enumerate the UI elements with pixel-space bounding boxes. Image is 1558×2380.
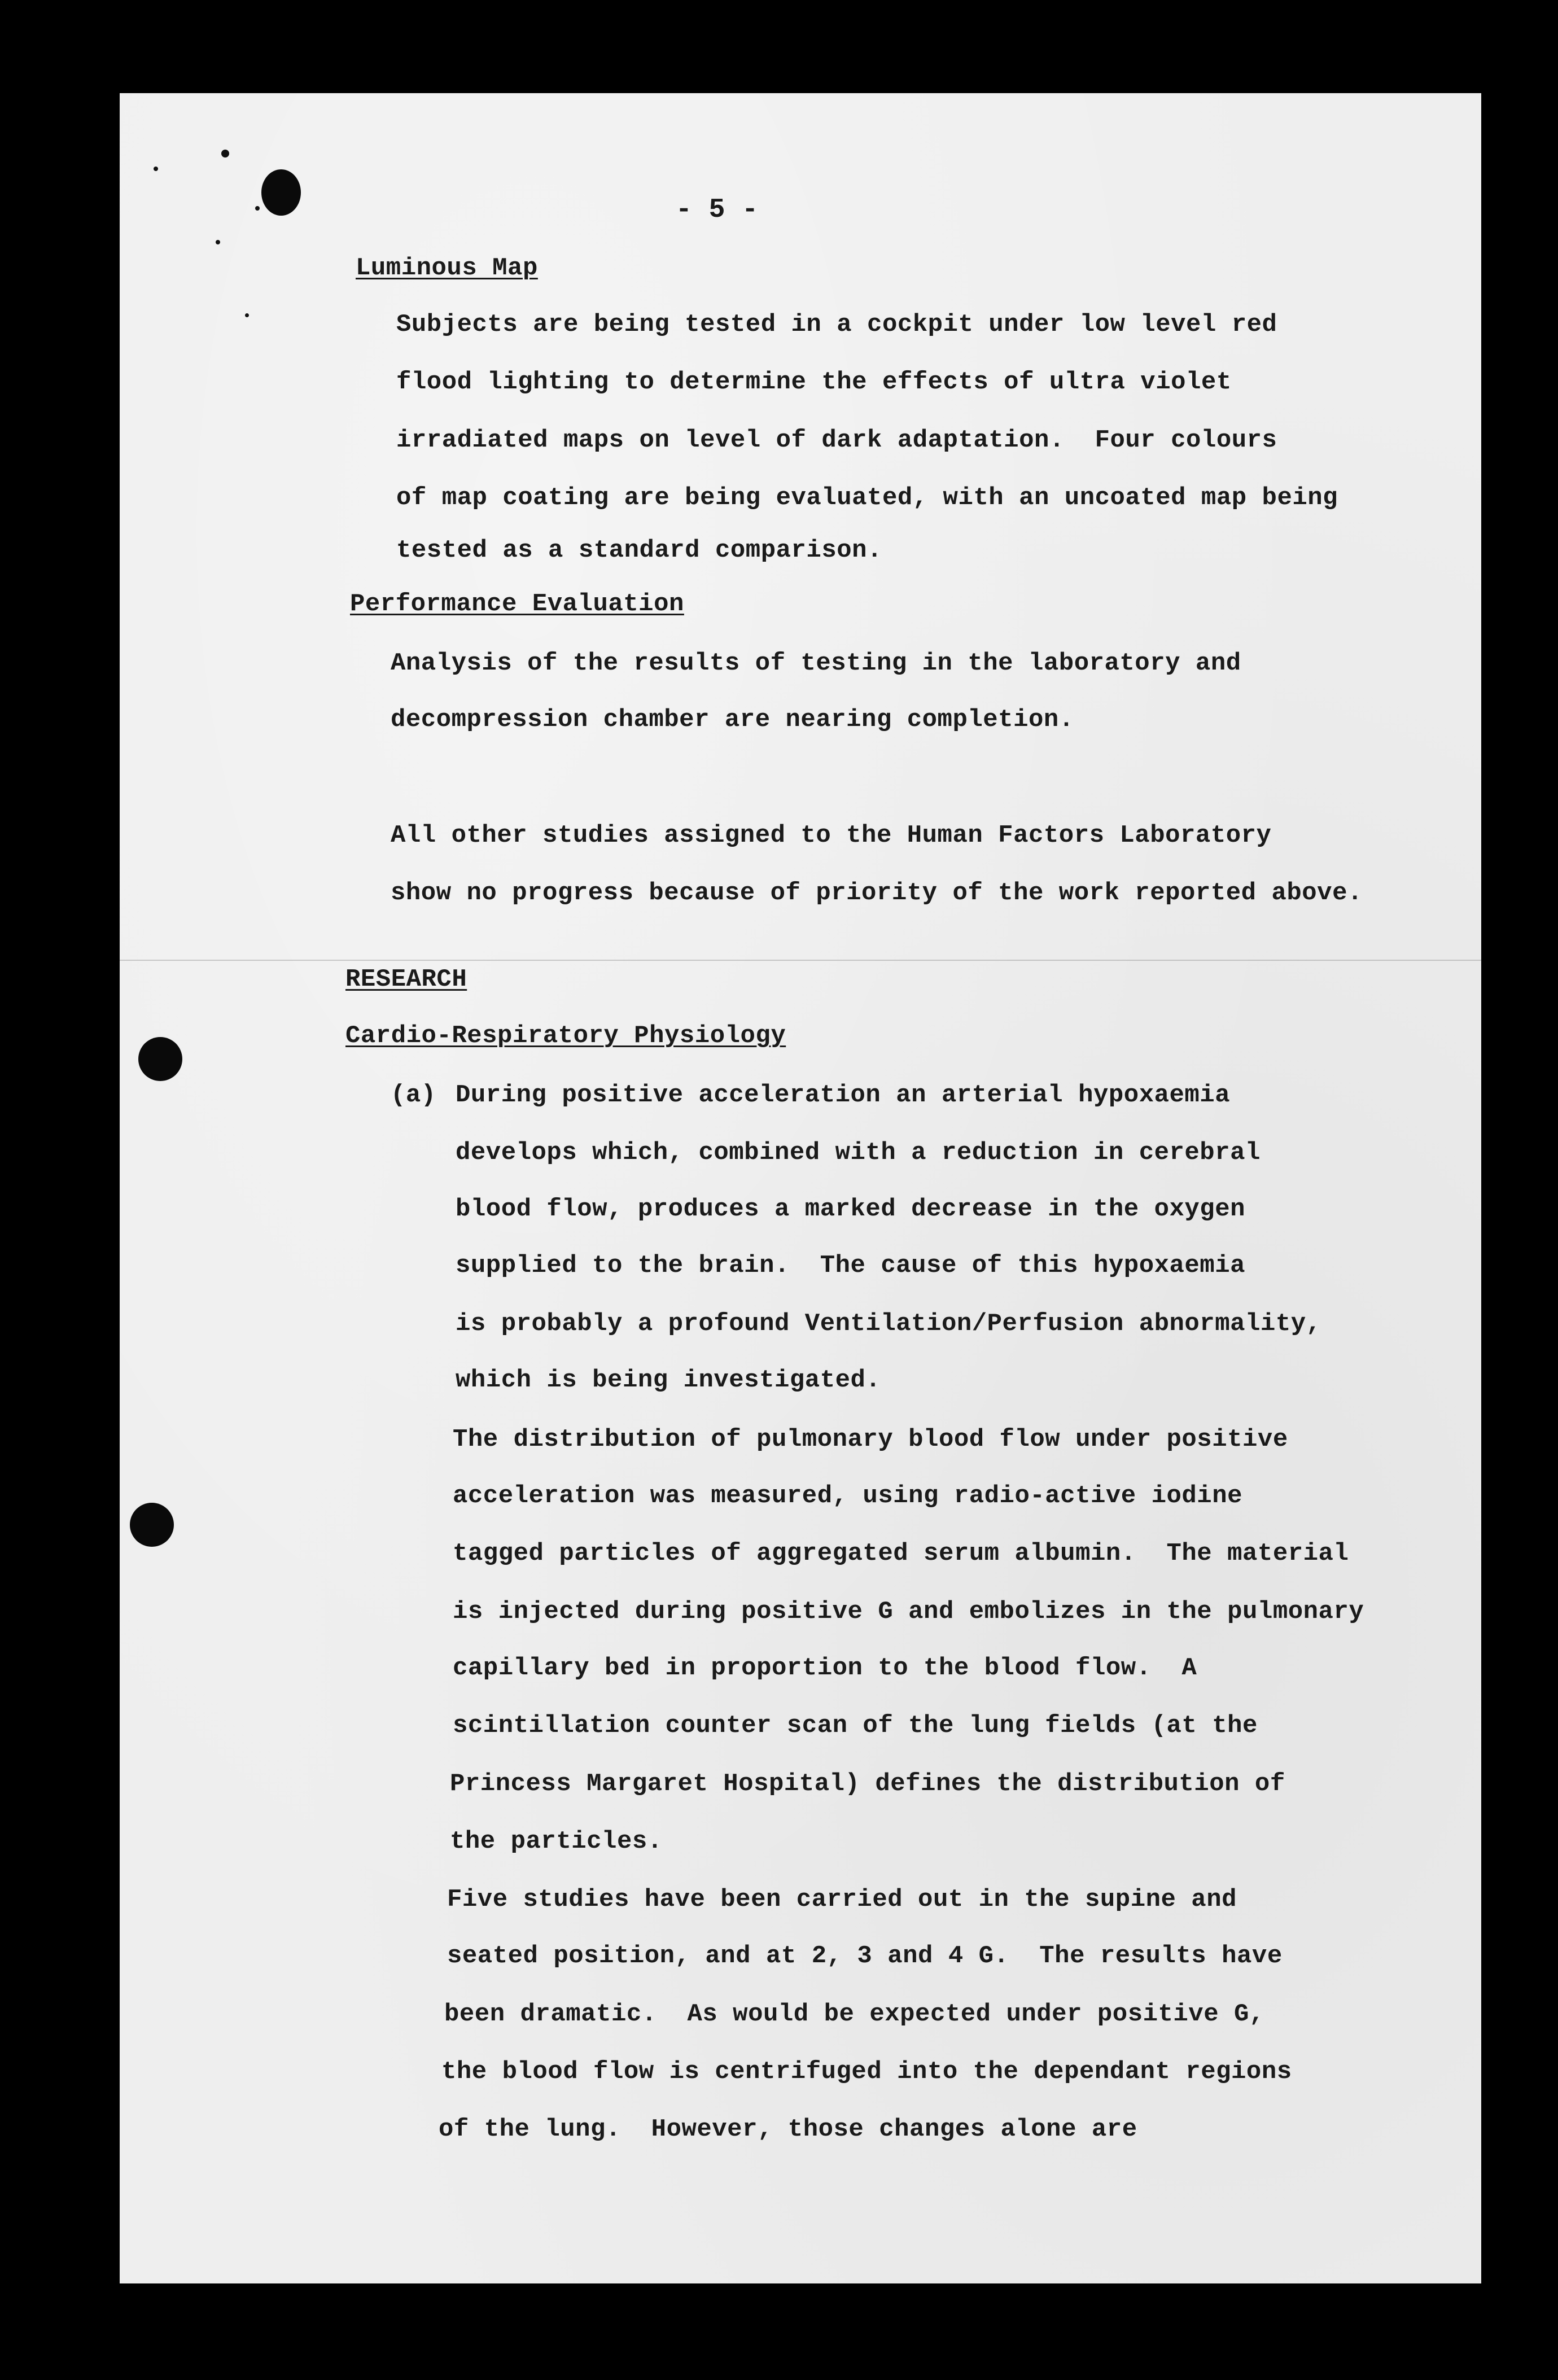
text-line: Five studies have been carried out in the supine and <box>447 1885 1237 1914</box>
text-line: is probably a profound Ventilation/Perfusion abnormality, <box>456 1310 1321 1338</box>
text-line: flood lighting to determine the effects of ultra violet <box>396 368 1232 396</box>
text-line: show no progress because of priority of the work reported above. <box>391 879 1363 907</box>
document-page <box>120 93 1481 2283</box>
text-line: scintillation counter scan of the lung fields (at the <box>453 1712 1258 1740</box>
text-line: the particles. <box>450 1827 663 1856</box>
text-line: Subjects are being tested in a cockpit under low level red <box>396 310 1277 339</box>
punch-hole <box>130 1503 174 1547</box>
text-line: which is being investigated. <box>456 1366 881 1394</box>
text-line: The distribution of pulmonary blood flow under positive <box>453 1425 1288 1454</box>
text-line: the blood flow is centrifuged into the dependant regions <box>441 2058 1292 2086</box>
heading-cardio-respiratory: Cardio-Respiratory Physiology <box>345 1022 786 1050</box>
text-line: blood flow, produces a marked decrease in the oxygen <box>456 1195 1246 1223</box>
document-text <box>120 93 1364 2143</box>
heading-performance-evaluation: Performance Evaluation <box>350 590 684 618</box>
page-number: - 5 - <box>676 195 759 225</box>
heading-research: RESEARCH <box>345 965 467 994</box>
text-line: Princess Margaret Hospital) defines the distribution of <box>450 1770 1285 1798</box>
text-line: tested as a standard comparison. <box>396 536 882 565</box>
ink-speck <box>216 240 220 244</box>
text-line: supplied to the brain. The cause of this hypoxaemia <box>456 1252 1246 1280</box>
punch-hole <box>138 1037 182 1081</box>
text-line: tagged particles of aggregated serum albumin. The material <box>453 1539 1349 1568</box>
fold-crease <box>120 960 1481 961</box>
heading-luminous-map: Luminous Map <box>356 254 538 282</box>
text-line: seated position, and at 2, 3 and 4 G. The results have <box>447 1942 1283 1970</box>
text-line: capillary bed in proportion to the blood flow. A <box>453 1654 1197 1682</box>
ink-speck <box>255 206 260 211</box>
punch-hole <box>261 169 301 216</box>
text-line: of the lung. However, those changes alone are <box>439 2115 1137 2143</box>
text-line: Analysis of the results of testing in the laboratory and <box>391 649 1241 677</box>
item-label: (a) <box>391 1081 436 1109</box>
text-line: irradiated maps on level of dark adaptation. Four colours <box>396 426 1277 454</box>
text-line: During positive acceleration an arterial hypoxaemia <box>456 1081 1231 1109</box>
text-line: All other studies assigned to the Human Factors Laboratory <box>391 821 1272 850</box>
text-line: of map coating are being evaluated, with an uncoated map being <box>396 484 1338 512</box>
text-line: develops which, combined with a reduction in cerebral <box>456 1139 1261 1167</box>
text-line: acceleration was measured, using radio-active iodine <box>453 1482 1243 1510</box>
text-line: decompression chamber are nearing completion. <box>391 706 1074 734</box>
text-line: is injected during positive G and embolizes in the pulmonary <box>453 1598 1364 1626</box>
ink-speck <box>221 150 229 158</box>
text-line: been dramatic. As would be expected under positive G, <box>444 2000 1264 2028</box>
ink-speck <box>245 313 249 317</box>
